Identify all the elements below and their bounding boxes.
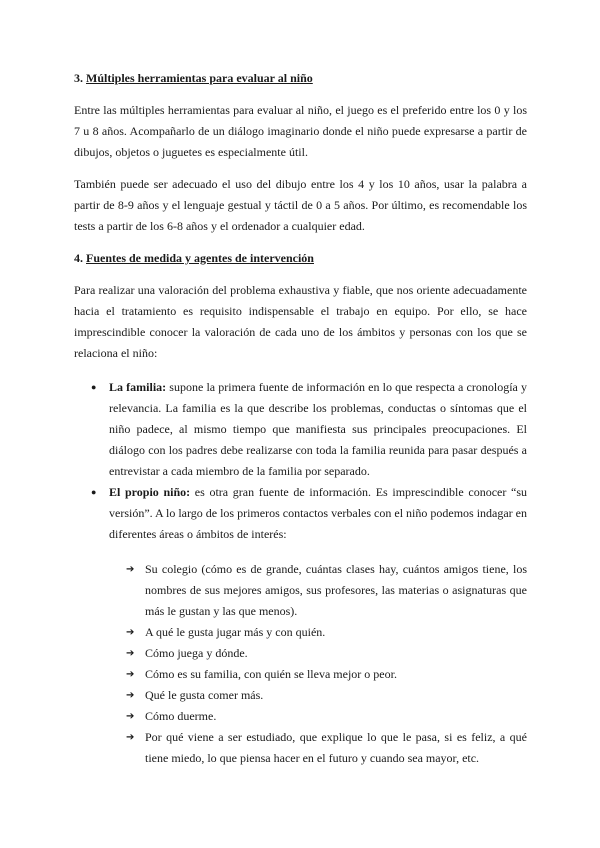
sub-item bbox=[74, 664, 527, 685]
sub-item bbox=[74, 685, 527, 706]
sub-item-text: Su colegio (cómo es de grande, cuántas clases hay, cuántos amigos tiene, los nombres de sus mejores amigos, sus profesores, las materias o asignaturas que más le gustan y las que menos). bbox=[145, 562, 527, 618]
list-item-label: El propio niño: bbox=[109, 485, 191, 499]
section-3-title: Múltiples herramientas para evaluar al niño bbox=[86, 71, 313, 85]
sub-item-text: A qué le gusta jugar más y con quién. bbox=[145, 625, 326, 639]
section-3-heading bbox=[74, 68, 527, 89]
page-content bbox=[74, 68, 527, 769]
list-item-text: es otra gran fuente de información. Es imprescindible conocer “su versión”. A lo largo de los primeros contactos verbales con el niño podemos indagar en diferentes áreas o ámbitos de interés: bbox=[109, 485, 528, 541]
arrow-right-icon: ➔ bbox=[126, 732, 135, 743]
arrow-right-icon: ➔ bbox=[126, 648, 135, 659]
sub-item-text: Por qué viene a ser estudiado, que explique lo que le pasa, si es feliz, a qué tiene miedo, lo que piensa hacer en el futuro y cuando sea mayor, etc. bbox=[145, 730, 527, 765]
section-4-title: Fuentes de medida y agentes de intervención bbox=[86, 251, 314, 265]
sub-item bbox=[74, 643, 527, 664]
interest-areas-list bbox=[74, 559, 527, 769]
section-3-paragraph-2: También puede ser adecuado el uso del dibujo entre los 4 y los 10 años, usar la palabra a partir de 8-9 años y el lenguaje gestual y táctil de 0 a 5 años. Por último, es recomendable los tests a partir de los 6-8 años y el ordenador a cualquier edad. bbox=[74, 177, 527, 233]
section-4-number: 4. bbox=[74, 251, 83, 265]
section-3-number: 3. bbox=[74, 71, 83, 85]
bullet-dot-icon: ● bbox=[91, 382, 97, 392]
list-item-text: supone la primera fuente de información en lo que respecta a cronología y relevancia. La familia es la que describe los problemas, conductas o síntomas que el niño padece, al mismo tiempo que manifiesta sus principales preocupaciones. El diálogo con los padres debe realizarse con toda la familia reunida para pasar después a entrevistar a cada miembro de la familia por separado. bbox=[109, 380, 528, 478]
arrow-right-icon: ➔ bbox=[126, 711, 135, 722]
sub-item-text: Qué le gusta comer más. bbox=[145, 688, 264, 702]
arrow-right-icon: ➔ bbox=[126, 669, 135, 680]
sub-item-text: Cómo juega y dónde. bbox=[145, 646, 248, 660]
section-3-paragraph-1: Entre las múltiples herramientas para evaluar al niño, el juego es el preferido entre los 0 y los 7 u 8 años. Acompañarlo de un diálogo imaginario donde el niño puede expresarse a partir de dibujos, objetos o juguetes es especialmente útil. bbox=[74, 103, 527, 159]
sub-item bbox=[74, 622, 527, 643]
section-4-heading bbox=[74, 248, 527, 269]
sub-item bbox=[74, 706, 527, 727]
sub-item-text: Cómo es su familia, con quién se lleva mejor o peor. bbox=[145, 667, 397, 681]
sub-item-text: Cómo duerme. bbox=[145, 709, 217, 723]
list-item-label: La familia: bbox=[109, 380, 167, 394]
list-item-child bbox=[74, 482, 527, 545]
arrow-right-icon: ➔ bbox=[126, 690, 135, 701]
source-list bbox=[74, 377, 527, 545]
list-item-family bbox=[74, 377, 527, 482]
sub-item bbox=[74, 727, 527, 769]
sub-item bbox=[74, 559, 527, 622]
bullet-dot-icon: ● bbox=[91, 487, 97, 497]
section-4-intro: Para realizar una valoración del problema exhaustiva y fiable, que nos oriente adecuadamente hacia el tratamiento es requisito indispensable el trabajo en equipo. Por ello, se hace imprescindible conocer la valoración de cada uno de los ámbitos y personas con los que se relaciona el niño: bbox=[74, 283, 527, 360]
arrow-right-icon: ➔ bbox=[126, 627, 135, 638]
arrow-right-icon: ➔ bbox=[126, 564, 135, 575]
